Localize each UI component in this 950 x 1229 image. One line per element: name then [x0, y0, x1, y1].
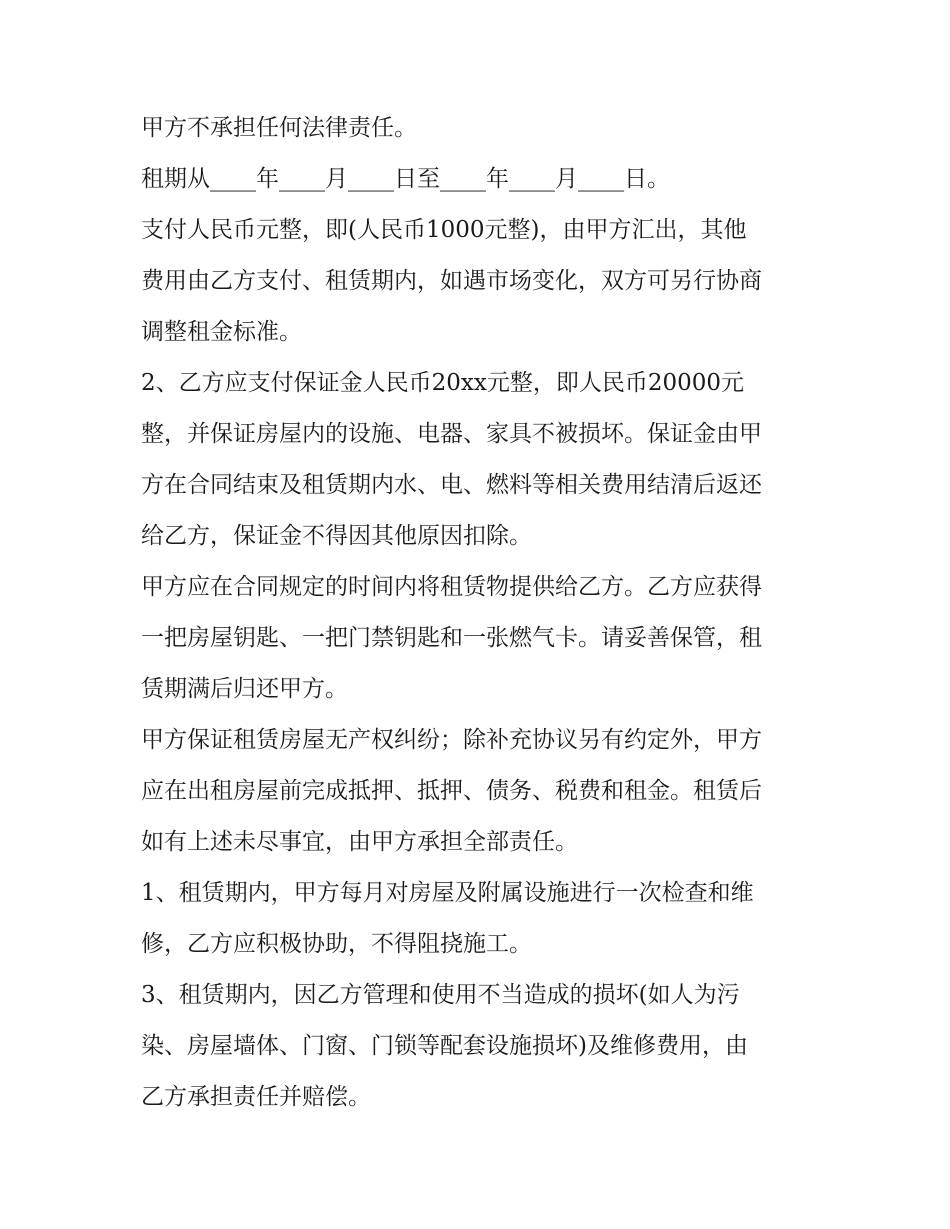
text-line: 应在出租房屋前完成抵押、抵押、债务、税费和租金。租赁后: [141, 778, 762, 804]
text-line: 甲方应在合同规定的时间内将租赁物提供给乙方。乙方应获得: [141, 574, 762, 600]
paragraph-rent-payment: [141, 205, 813, 358]
document-body: [141, 103, 813, 1123]
paragraph-delivery: [141, 562, 813, 715]
text-line: 整，并保证房屋内的设施、电器、家具不被损坏。保证金由甲: [141, 421, 762, 447]
paragraph-lease-term: [141, 154, 813, 205]
text-line: 染、房屋墙体、门窗、门锁等配套设施损坏)及维修费用，由: [141, 1033, 748, 1059]
text-line: 一把房屋钥匙、一把门禁钥匙和一张燃气卡。请妥善保管，租: [141, 625, 762, 651]
paragraph-property-rights: [141, 715, 813, 868]
text-line: 支付人民币元整，即(人民币1000元整)，由甲方汇出，其他: [141, 217, 747, 243]
text-line: 3、租赁期内，因乙方管理和使用不当造成的损坏(如人为污: [141, 982, 740, 1008]
text-line: 费用由乙方支付、租赁期内，如遇市场变化，双方可另行协商: [141, 268, 762, 294]
text-line: 2、乙方应支付保证金人民币20xx元整，即人民币20000元: [141, 370, 745, 396]
paragraph-damage: [141, 970, 813, 1123]
text-line: 方在合同结束及租赁期内水、电、燃料等相关费用结清后返还: [141, 472, 762, 498]
text-line: 1、租赁期内，甲方每月对房屋及附属设施进行一次检查和维: [141, 880, 754, 906]
text-line: 租期从____年____月____日至____年____月____日。: [141, 166, 670, 192]
text-line: 甲方保证租赁房屋无产权纠纷；除补充协议另有约定外，甲方: [141, 727, 762, 753]
text-line: 调整租金标准。: [141, 319, 302, 345]
text-line: 赁期满后归还甲方。: [141, 676, 348, 702]
text-line: 甲方不承担任何法律责任。: [141, 115, 417, 141]
text-line: 修，乙方应积极协助，不得阻挠施工。: [141, 931, 532, 957]
paragraph-deposit: [141, 358, 813, 562]
text-line: 给乙方，保证金不得因其他原因扣除。: [141, 523, 532, 549]
paragraph-liability: [141, 103, 813, 154]
paragraph-inspection: [141, 868, 813, 970]
text-line: 如有上述未尽事宜，由甲方承担全部责任。: [141, 829, 578, 855]
text-line: 乙方承担责任并赔偿。: [141, 1084, 371, 1110]
